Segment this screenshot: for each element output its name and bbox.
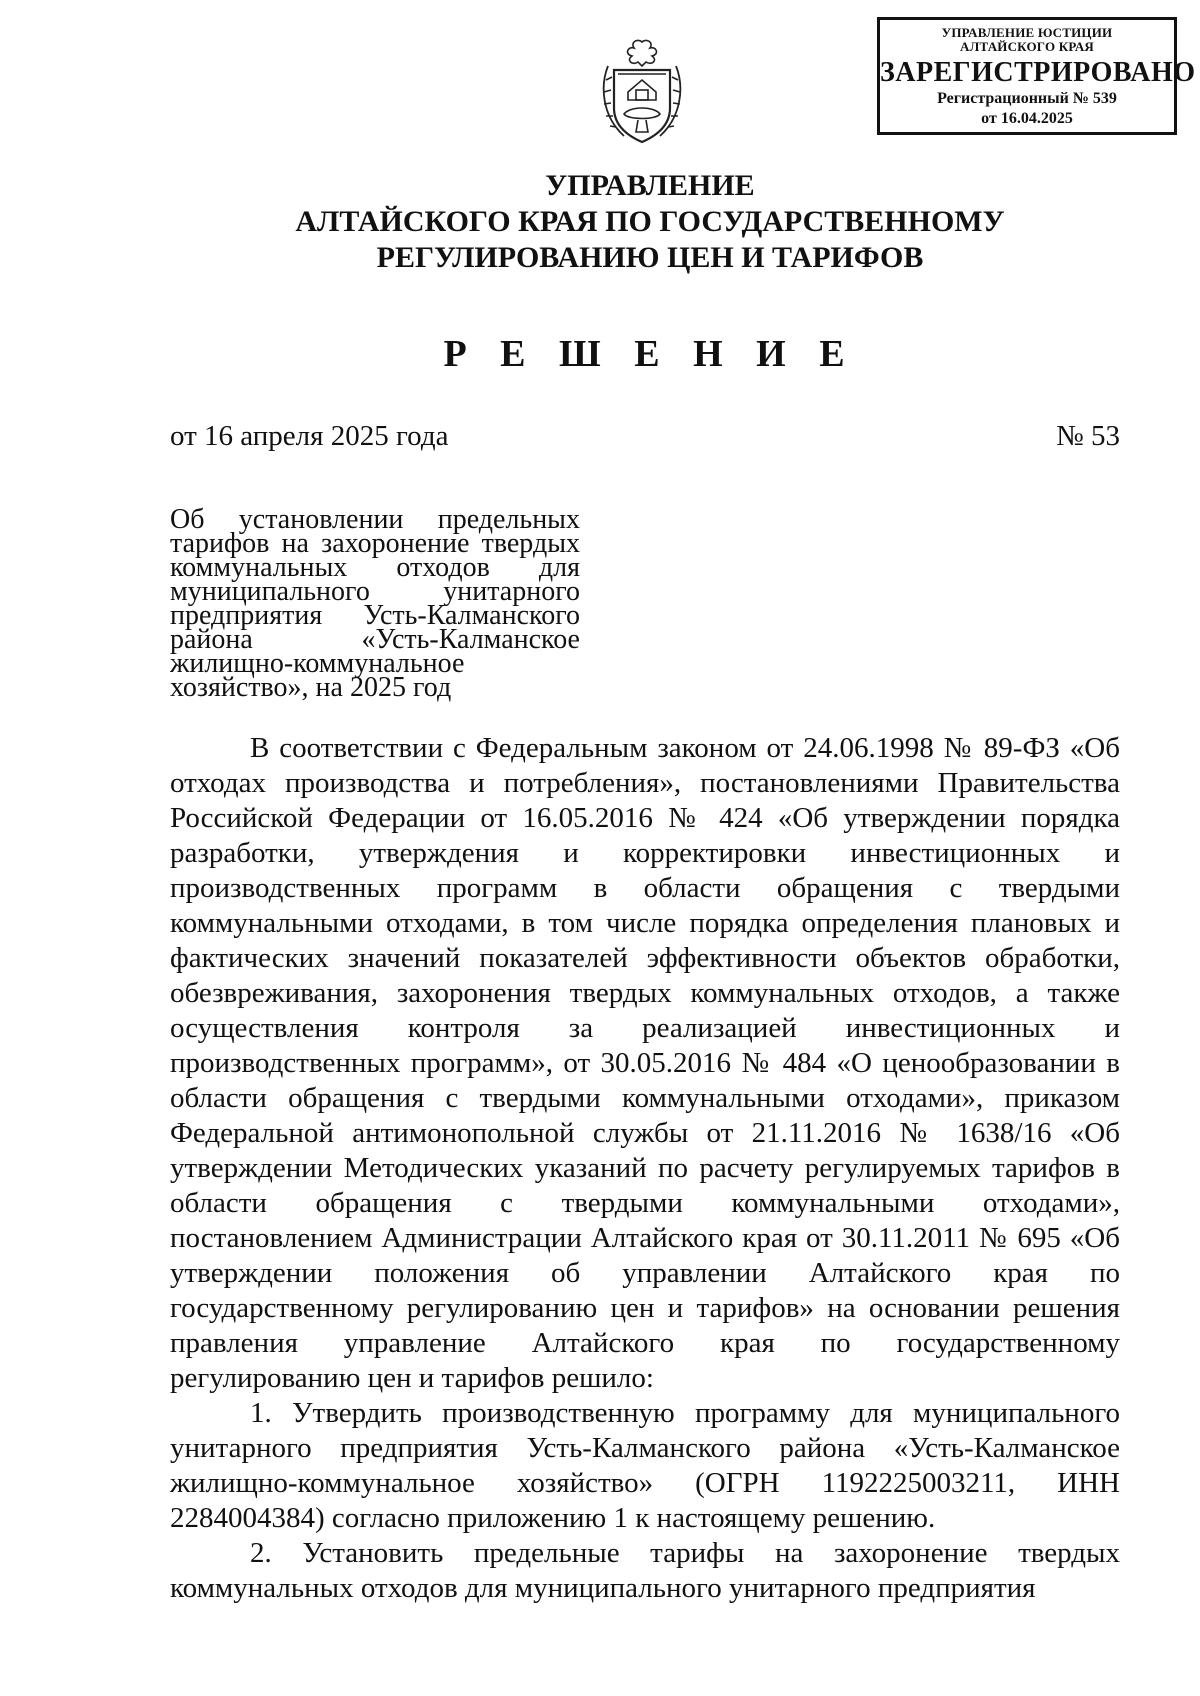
stamp-reg-number: Регистрационный № 539	[937, 90, 1117, 107]
body-item-2: 2. Установить предельные тарифы на захоронение твердых коммунальных отходов для муниципального унитарного предприятия	[170, 1537, 1120, 1604]
header-line2: АЛТАЙСКОГО КРАЯ ПО ГОСУДАРСТВЕННОМУ	[295, 205, 1005, 238]
document-body	[170, 731, 1120, 1606]
body-item-1: 1. Утвердить производственную программу для муниципального унитарного предприятия Усть-Калманского района «Усть-Калманское жилищно-коммунальное хозяйство» (ОГРН 1192225003211, ИНН 2284004384) согласно приложению 1 к настоящему решению.	[170, 1397, 1120, 1534]
stamp-status: ЗАРЕГИСТРИРОВАНО	[880, 57, 1196, 88]
document-number: № 53	[1056, 420, 1120, 452]
document-type: Р Е Ш Е Н И Е	[443, 333, 857, 375]
registration-stamp	[877, 17, 1196, 135]
stamp-org-line1: УПРАВЛЕНИЕ ЮСТИЦИИ	[941, 25, 1113, 40]
header-line1: УПРАВЛЕНИЕ	[545, 169, 755, 202]
altai-krai-coat-of-arms-icon	[594, 36, 690, 148]
document-subject: Об установлении предельных тарифов на захоронение твердых коммунальных отходов для муниципального унитарного предприятия Усть-Калманского района «Усть-Калманское жилищно-коммунальное хозяйство», на 2025 год	[170, 504, 580, 703]
stamp-org-line2: АЛТАЙСКОГО КРАЯ	[960, 39, 1094, 54]
header-line3: РЕГУЛИРОВАНИЮ ЦЕН И ТАРИФОВ	[376, 241, 924, 274]
body-preamble: В соответствии с Федеральным законом от 24.06.1998 № 89-ФЗ «Об отходах производства и потребления», постановлениями Правительства Российской Федерации от 16.05.2016 № 424 «Об утверждении порядка разработки, утверждения и корректировки инвестиционных и производственных программ в области обращения с твердыми коммунальными отходами, в том числе порядка определения плановых и фактических значений показателей эффективности объектов обработки, обезвреживания, захоронения твердых коммунальных отходов, а также осуществления контроля за реализацией инвестиционных и производственных программ», от 30.05.2016 № 484 «О ценообразовании в области обращения с твердыми коммунальными отходами», приказом Федеральной антимонопольной службы от 21.11.2016 № 1638/16 «Об утверждении Методических указаний по расчету регулируемых тарифов в области обращения с твердыми коммунальными отходами», постановлением Администрации Алтайского края от 30.11.2011 № 695 «Об утверждении положения об управлении Алтайского края по государственному регулированию цен и тарифов» на основании решения правления управление Алтайского края по государственному регулированию цен и тарифов решило:	[170, 732, 1120, 1394]
document-date: от 16 апреля 2025 года	[170, 420, 449, 452]
stamp-reg-date: от 16.04.2025	[981, 110, 1073, 127]
